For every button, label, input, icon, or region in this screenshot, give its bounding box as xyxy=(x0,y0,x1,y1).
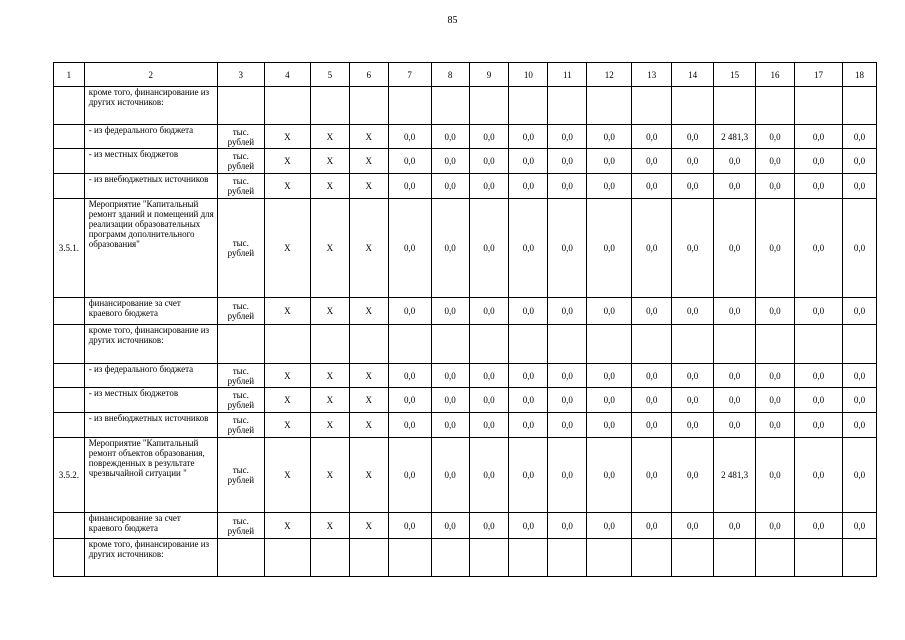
unit-cell: тыс. рублей xyxy=(217,149,264,174)
value-cell xyxy=(431,325,469,364)
item-name-cell: кроме того, финансирование из других источников: xyxy=(84,325,217,364)
table-row xyxy=(54,199,877,298)
item-number-cell xyxy=(54,539,85,577)
value-cell: 0,0 xyxy=(469,438,509,513)
value-cell xyxy=(388,539,431,577)
value-cell: X xyxy=(349,413,388,438)
table-row xyxy=(54,125,877,149)
unit-cell: тыс. рублей xyxy=(217,413,264,438)
value-cell: 0,0 xyxy=(469,174,509,199)
item-name-cell: кроме того, финансирование из других источников: xyxy=(84,539,217,577)
value-cell: 0,0 xyxy=(632,125,672,149)
unit-cell xyxy=(217,87,264,125)
value-cell: 0,0 xyxy=(431,388,469,413)
value-cell: 0,0 xyxy=(632,513,672,539)
item-number-cell: 3.5.2. xyxy=(54,438,85,513)
value-cell: 0,0 xyxy=(388,298,431,325)
value-cell xyxy=(756,325,795,364)
value-cell: X xyxy=(349,199,388,298)
value-cell: 0,0 xyxy=(509,438,548,513)
item-name-cell: финансирование за счет краевого бюджета xyxy=(84,298,217,325)
value-cell: X xyxy=(310,513,349,539)
value-cell: 0,0 xyxy=(632,388,672,413)
value-cell xyxy=(672,539,714,577)
value-cell xyxy=(756,539,795,577)
item-name-cell: - из федерального бюджета xyxy=(84,364,217,388)
value-cell: 0,0 xyxy=(388,174,431,199)
value-cell: 0,0 xyxy=(794,174,842,199)
value-cell: 0,0 xyxy=(756,513,795,539)
value-cell: 2 481,3 xyxy=(714,438,756,513)
unit-cell xyxy=(217,325,264,364)
value-cell xyxy=(349,325,388,364)
value-cell: 0,0 xyxy=(794,364,842,388)
value-cell xyxy=(349,539,388,577)
value-cell: 0,0 xyxy=(843,388,877,413)
value-cell: 0,0 xyxy=(632,413,672,438)
value-cell: 0,0 xyxy=(388,364,431,388)
value-cell: X xyxy=(310,174,349,199)
value-cell: X xyxy=(349,364,388,388)
value-cell xyxy=(672,87,714,125)
value-cell: X xyxy=(264,388,310,413)
value-cell: 0,0 xyxy=(548,174,587,199)
item-name-cell: Мероприятие "Капитальный ремонт зданий и помещений для реализации образовательных программ дополнительного образования" xyxy=(84,199,217,298)
value-cell: 0,0 xyxy=(672,149,714,174)
value-cell: 0,0 xyxy=(548,413,587,438)
value-cell: X xyxy=(349,388,388,413)
value-cell: 0,0 xyxy=(587,438,632,513)
value-cell: 0,0 xyxy=(714,174,756,199)
value-cell: 0,0 xyxy=(632,199,672,298)
item-number-cell xyxy=(54,388,85,413)
value-cell: X xyxy=(310,364,349,388)
value-cell xyxy=(794,539,842,577)
item-name-cell: - из внебюджетных источников xyxy=(84,413,217,438)
value-cell: 0,0 xyxy=(431,413,469,438)
value-cell: 0,0 xyxy=(587,199,632,298)
item-name-cell: финансирование за счет краевого бюджета xyxy=(84,513,217,539)
value-cell xyxy=(264,325,310,364)
value-cell: X xyxy=(264,125,310,149)
table-row xyxy=(54,513,877,539)
value-cell xyxy=(548,539,587,577)
value-cell xyxy=(469,539,509,577)
value-cell xyxy=(587,539,632,577)
value-cell: X xyxy=(264,438,310,513)
value-cell: 0,0 xyxy=(469,364,509,388)
table-row xyxy=(54,539,877,577)
value-cell: 0,0 xyxy=(548,125,587,149)
page-number: 85 xyxy=(447,15,458,26)
table-row xyxy=(54,174,877,199)
value-cell: 0,0 xyxy=(632,438,672,513)
value-cell: 0,0 xyxy=(794,149,842,174)
item-number-cell xyxy=(54,513,85,539)
value-cell xyxy=(794,87,842,125)
table-row xyxy=(54,388,877,413)
value-cell: 0,0 xyxy=(548,199,587,298)
value-cell: 0,0 xyxy=(714,388,756,413)
value-cell: 0,0 xyxy=(843,149,877,174)
value-cell: 0,0 xyxy=(714,149,756,174)
value-cell xyxy=(349,87,388,125)
value-cell xyxy=(431,87,469,125)
table-row xyxy=(54,438,877,513)
value-cell: 0,0 xyxy=(431,174,469,199)
value-cell: 0,0 xyxy=(672,174,714,199)
value-cell: X xyxy=(349,438,388,513)
value-cell: 0,0 xyxy=(388,149,431,174)
value-cell: X xyxy=(264,149,310,174)
value-cell: 0,0 xyxy=(714,364,756,388)
budget-table xyxy=(53,62,877,577)
value-cell: 0,0 xyxy=(672,513,714,539)
value-cell: 0,0 xyxy=(672,298,714,325)
unit-cell: тыс. рублей xyxy=(217,438,264,513)
value-cell: 0,0 xyxy=(672,125,714,149)
unit-cell: тыс. рублей xyxy=(217,513,264,539)
value-cell xyxy=(843,325,877,364)
value-cell xyxy=(310,325,349,364)
unit-cell: тыс. рублей xyxy=(217,364,264,388)
unit-cell: тыс. рублей xyxy=(217,388,264,413)
value-cell xyxy=(388,325,431,364)
column-header: 13 xyxy=(632,63,672,87)
value-cell xyxy=(548,325,587,364)
value-cell: 0,0 xyxy=(843,199,877,298)
value-cell: 0,0 xyxy=(632,174,672,199)
value-cell: 0,0 xyxy=(388,388,431,413)
value-cell: X xyxy=(264,298,310,325)
value-cell xyxy=(509,87,548,125)
value-cell xyxy=(548,87,587,125)
value-cell: 0,0 xyxy=(794,125,842,149)
value-cell: 0,0 xyxy=(587,174,632,199)
value-cell: X xyxy=(310,388,349,413)
value-cell: 0,0 xyxy=(756,174,795,199)
value-cell: 0,0 xyxy=(509,149,548,174)
value-cell: 0,0 xyxy=(509,513,548,539)
value-cell: 0,0 xyxy=(548,364,587,388)
value-cell: 0,0 xyxy=(587,125,632,149)
table-row xyxy=(54,413,877,438)
value-cell: 0,0 xyxy=(843,513,877,539)
value-cell: 0,0 xyxy=(843,298,877,325)
value-cell: 0,0 xyxy=(469,125,509,149)
value-cell: 0,0 xyxy=(672,364,714,388)
table-row xyxy=(54,364,877,388)
value-cell: 0,0 xyxy=(548,388,587,413)
value-cell xyxy=(509,539,548,577)
value-cell: 0,0 xyxy=(756,413,795,438)
value-cell: X xyxy=(264,174,310,199)
value-cell: 0,0 xyxy=(794,298,842,325)
value-cell: X xyxy=(349,174,388,199)
item-number-cell xyxy=(54,87,85,125)
value-cell: 0,0 xyxy=(756,388,795,413)
value-cell: X xyxy=(349,149,388,174)
value-cell: X xyxy=(310,413,349,438)
value-cell: 0,0 xyxy=(587,364,632,388)
value-cell: 0,0 xyxy=(672,438,714,513)
column-header: 3 xyxy=(217,63,264,87)
value-cell: 0,0 xyxy=(714,513,756,539)
column-header: 14 xyxy=(672,63,714,87)
item-number-cell xyxy=(54,325,85,364)
item-name-cell: - из федерального бюджета xyxy=(84,125,217,149)
value-cell: 0,0 xyxy=(714,199,756,298)
value-cell: 0,0 xyxy=(469,298,509,325)
item-number-cell xyxy=(54,364,85,388)
column-header: 9 xyxy=(469,63,509,87)
value-cell: 0,0 xyxy=(388,513,431,539)
value-cell: 0,0 xyxy=(756,125,795,149)
value-cell: 0,0 xyxy=(587,513,632,539)
value-cell: 0,0 xyxy=(548,298,587,325)
value-cell: 0,0 xyxy=(469,199,509,298)
value-cell xyxy=(509,325,548,364)
value-cell: 0,0 xyxy=(843,438,877,513)
value-cell: X xyxy=(310,149,349,174)
header-row xyxy=(54,63,877,87)
item-number-cell xyxy=(54,174,85,199)
unit-cell: тыс. рублей xyxy=(217,125,264,149)
value-cell: 0,0 xyxy=(548,149,587,174)
value-cell xyxy=(672,325,714,364)
value-cell: 0,0 xyxy=(509,174,548,199)
column-header: 2 xyxy=(84,63,217,87)
value-cell xyxy=(714,87,756,125)
column-header: 7 xyxy=(388,63,431,87)
value-cell: 0,0 xyxy=(587,149,632,174)
value-cell: 0,0 xyxy=(794,438,842,513)
value-cell: 0,0 xyxy=(509,364,548,388)
value-cell: 0,0 xyxy=(431,199,469,298)
value-cell xyxy=(310,539,349,577)
value-cell xyxy=(756,87,795,125)
value-cell: 0,0 xyxy=(431,298,469,325)
value-cell: 0,0 xyxy=(843,413,877,438)
value-cell: 0,0 xyxy=(843,125,877,149)
value-cell: 0,0 xyxy=(469,513,509,539)
value-cell: X xyxy=(349,513,388,539)
value-cell: 0,0 xyxy=(672,199,714,298)
value-cell: 0,0 xyxy=(548,438,587,513)
value-cell: 0,0 xyxy=(672,413,714,438)
value-cell: 0,0 xyxy=(756,364,795,388)
item-number-cell xyxy=(54,298,85,325)
column-header: 4 xyxy=(264,63,310,87)
value-cell xyxy=(587,87,632,125)
value-cell: 0,0 xyxy=(509,125,548,149)
value-cell xyxy=(388,87,431,125)
value-cell xyxy=(632,539,672,577)
value-cell: 0,0 xyxy=(843,174,877,199)
value-cell: 0,0 xyxy=(548,513,587,539)
value-cell xyxy=(469,87,509,125)
item-name-cell: кроме того, финансирование из других источников: xyxy=(84,87,217,125)
column-header: 17 xyxy=(794,63,842,87)
value-cell xyxy=(794,325,842,364)
value-cell xyxy=(632,325,672,364)
item-number-cell xyxy=(54,149,85,174)
value-cell: 0,0 xyxy=(794,388,842,413)
unit-cell: тыс. рублей xyxy=(217,298,264,325)
value-cell xyxy=(714,325,756,364)
unit-cell xyxy=(217,539,264,577)
value-cell: X xyxy=(349,125,388,149)
value-cell: 0,0 xyxy=(431,364,469,388)
value-cell xyxy=(587,325,632,364)
value-cell: 0,0 xyxy=(632,364,672,388)
column-header: 6 xyxy=(349,63,388,87)
value-cell: 0,0 xyxy=(509,298,548,325)
value-cell: X xyxy=(264,199,310,298)
value-cell xyxy=(843,539,877,577)
column-header: 1 xyxy=(54,63,85,87)
column-header: 8 xyxy=(431,63,469,87)
column-header: 15 xyxy=(714,63,756,87)
item-number-cell xyxy=(54,125,85,149)
table-row xyxy=(54,298,877,325)
value-cell: X xyxy=(310,125,349,149)
value-cell: 0,0 xyxy=(509,413,548,438)
value-cell: 0,0 xyxy=(756,199,795,298)
value-cell: 0,0 xyxy=(794,513,842,539)
value-cell: 0,0 xyxy=(843,364,877,388)
value-cell: 0,0 xyxy=(431,438,469,513)
value-cell: X xyxy=(264,364,310,388)
table-row xyxy=(54,325,877,364)
value-cell: 0,0 xyxy=(587,413,632,438)
value-cell: 0,0 xyxy=(388,413,431,438)
value-cell: X xyxy=(349,298,388,325)
value-cell: 0,0 xyxy=(632,298,672,325)
value-cell: 0,0 xyxy=(469,388,509,413)
item-number-cell: 3.5.1. xyxy=(54,199,85,298)
item-name-cell: - из местных бюджетов xyxy=(84,388,217,413)
value-cell xyxy=(264,87,310,125)
value-cell: X xyxy=(310,199,349,298)
column-header: 5 xyxy=(310,63,349,87)
table-body xyxy=(54,63,877,577)
column-header: 11 xyxy=(548,63,587,87)
value-cell: 0,0 xyxy=(431,149,469,174)
value-cell: 0,0 xyxy=(632,149,672,174)
value-cell: 0,0 xyxy=(756,438,795,513)
value-cell: 0,0 xyxy=(756,149,795,174)
value-cell: 0,0 xyxy=(714,298,756,325)
value-cell: 0,0 xyxy=(469,413,509,438)
table-row xyxy=(54,149,877,174)
value-cell: 0,0 xyxy=(587,388,632,413)
column-header: 10 xyxy=(509,63,548,87)
item-name-cell: - из местных бюджетов xyxy=(84,149,217,174)
value-cell: 0,0 xyxy=(756,298,795,325)
item-name-cell: - из внебюджетных источников xyxy=(84,174,217,199)
value-cell xyxy=(264,539,310,577)
column-header: 18 xyxy=(843,63,877,87)
value-cell: 2 481,3 xyxy=(714,125,756,149)
value-cell: 0,0 xyxy=(469,149,509,174)
value-cell: X xyxy=(264,513,310,539)
value-cell: 0,0 xyxy=(672,388,714,413)
value-cell: X xyxy=(310,438,349,513)
value-cell: 0,0 xyxy=(431,125,469,149)
value-cell xyxy=(469,325,509,364)
item-number-cell xyxy=(54,413,85,438)
value-cell: 0,0 xyxy=(388,438,431,513)
value-cell xyxy=(632,87,672,125)
unit-cell: тыс. рублей xyxy=(217,174,264,199)
value-cell xyxy=(310,87,349,125)
item-name-cell: Мероприятие "Капитальный ремонт объектов образования, поврежденных в результате чрезвычайной ситуации " xyxy=(84,438,217,513)
column-header: 12 xyxy=(587,63,632,87)
value-cell xyxy=(843,87,877,125)
column-header: 16 xyxy=(756,63,795,87)
value-cell: 0,0 xyxy=(794,413,842,438)
value-cell: 0,0 xyxy=(431,513,469,539)
value-cell: 0,0 xyxy=(587,298,632,325)
value-cell: X xyxy=(264,413,310,438)
value-cell: 0,0 xyxy=(388,199,431,298)
value-cell: 0,0 xyxy=(714,413,756,438)
table-row xyxy=(54,87,877,125)
unit-cell: тыс. рублей xyxy=(217,199,264,298)
value-cell xyxy=(431,539,469,577)
value-cell: 0,0 xyxy=(388,125,431,149)
value-cell: 0,0 xyxy=(509,199,548,298)
value-cell: 0,0 xyxy=(794,199,842,298)
value-cell: X xyxy=(310,298,349,325)
value-cell: 0,0 xyxy=(509,388,548,413)
value-cell xyxy=(714,539,756,577)
